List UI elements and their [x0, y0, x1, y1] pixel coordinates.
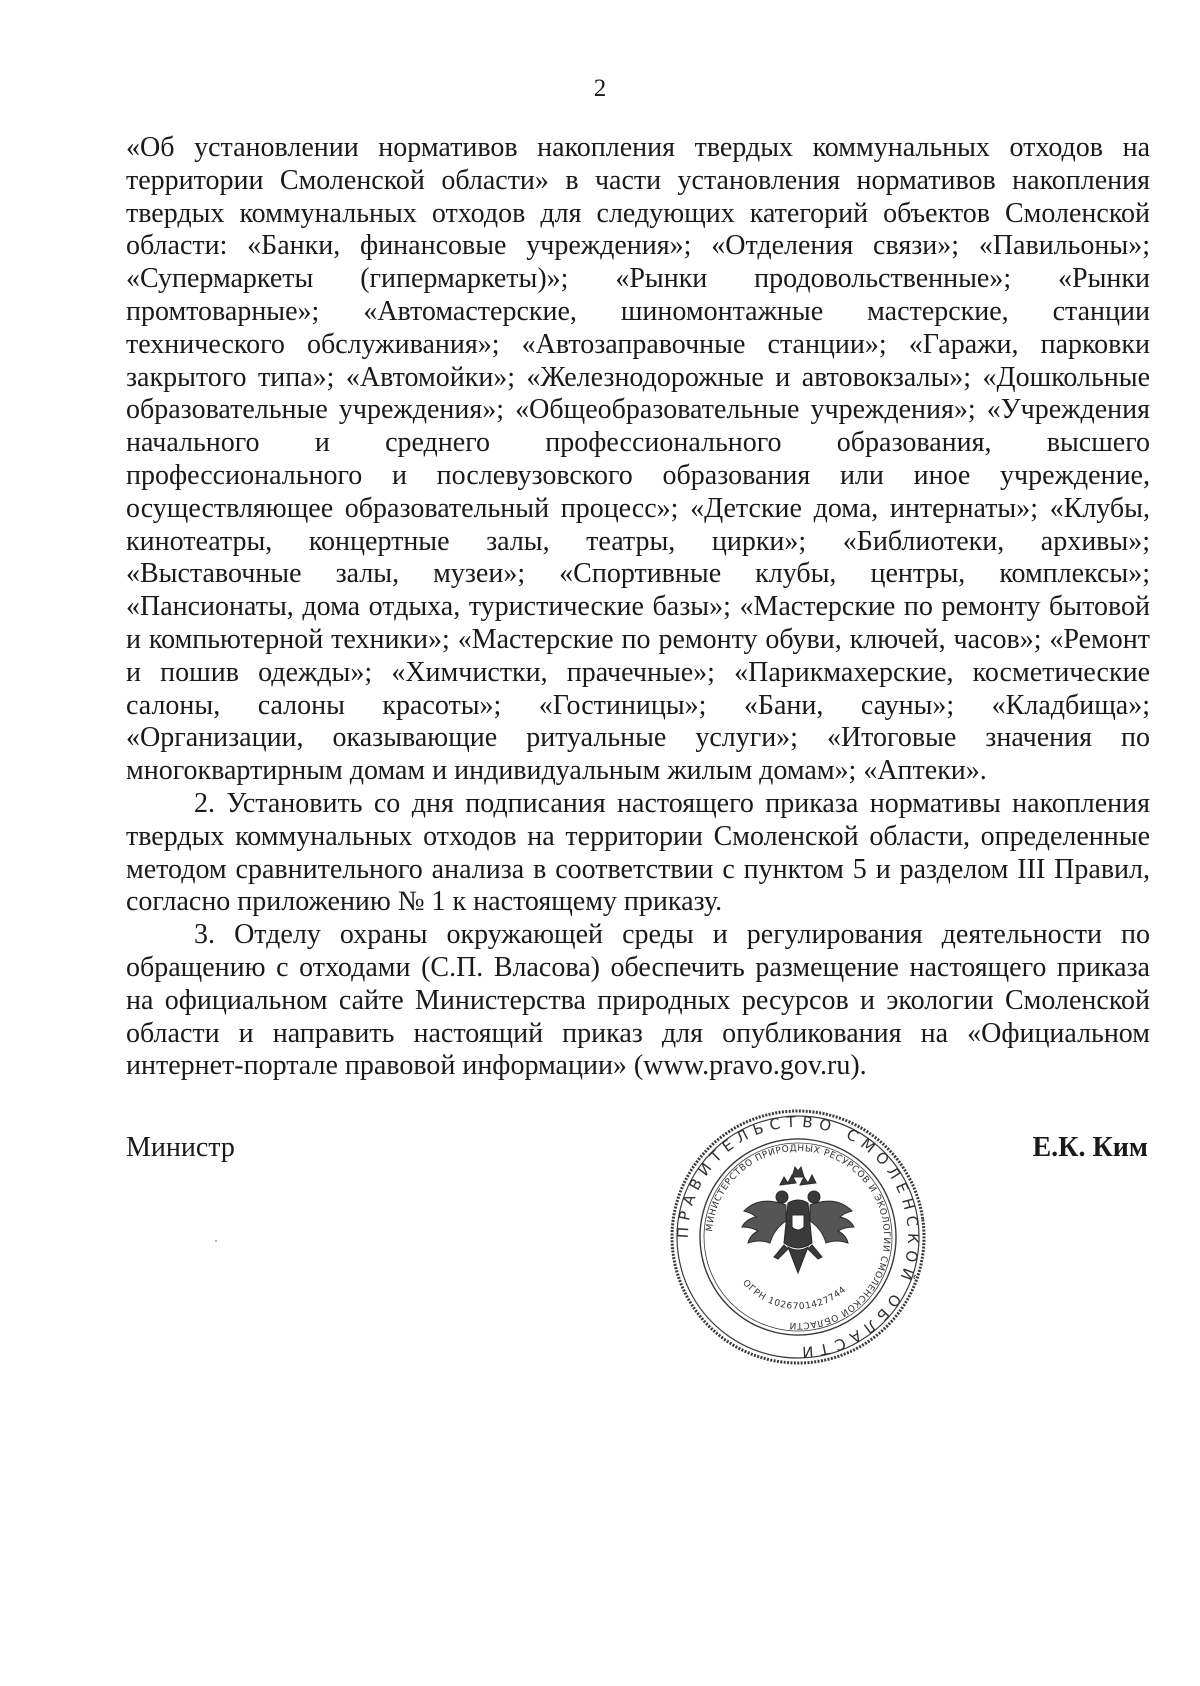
seal-number-text: ОГРН 1026701427744	[740, 1278, 849, 1313]
signer-position: Министр	[126, 1132, 235, 1163]
seal-outer-text: ПРАВИТЕЛЬСТВО СМОЛЕНСКОЙ ОБЛАСТИ	[673, 1112, 923, 1362]
document-body	[126, 132, 1150, 1083]
paragraph-2: 2. Установить со дня подписания настоящего приказа нормативы накопления твердых коммунальных отходов на территории Смоленской области, определенные методом сравнительного анализа в соответствии с пунктом 5 и разделом III Правил, согласно приложению № 1 к настоящему приказу.	[126, 787, 1150, 918]
seal-inner-text: МИНИСТЕРСТВО ПРИРОДНЫХ РЕСУРСОВ И ЭКОЛОГИИ СМОЛЕНСКОЙ ОБЛАСТИ	[705, 1143, 892, 1331]
paragraph-3: 3. Отделу охраны окружающей среды и регулирования деятельности по обращению с отходами (С.П. Власова) обеспечить размещение настоящего приказа на официальном сайте Министерства природных ресурсов и экологии Смоленской области и направить настоящий приказ для опубликования на «Официальном интернет-портале правовой информации» (www.pravo.gov.ru).	[126, 919, 1150, 1082]
signature-block	[126, 1131, 1148, 1171]
scan-speck	[215, 1240, 217, 1242]
double-headed-eagle-icon	[742, 1167, 854, 1273]
signer-name: Е.К. Ким	[1032, 1132, 1148, 1163]
seal-graphic	[668, 1107, 928, 1367]
svg-text:ОГРН 1026701427744	[740, 1278, 848, 1312]
official-seal	[668, 1107, 928, 1367]
page-number: 2	[593, 75, 607, 102]
paragraph-1: «Об установлении нормативов накопления твердых коммунальных отходов на территории Смоленской области» в части установления нормативов накопления твердых коммунальных отходов для следующих категорий объектов Смоленской области: «Банки, финансовые учреждения»; «Отделения связи»; «Павильоны»; «Супермаркеты (гипермаркеты)»; «Рынки продовольственные»; «Рынки промтоварные»; «Автомастерские, шиномонтажные мастерские, станции технического обслуживания»; «Автозаправочные станции»; «Гаражи, парковки закрытого типа»; «Автомойки»; «Железнодорожные и автовокзалы»; «Дошкольные образовательные учреждения»; «Общеобразовательные учреждения»; «Учреждения начального и среднего профессионального образования, высшего профессионального и послевузовского образования или иное учреждение, осуществляющее образовательный процесс»; «Детские дома, интернаты»; «Клубы, кинотеатры, концертные залы, театры, цирки»; «Библиотеки, архивы»; «Выставочные залы, музеи»; «Спортивные клубы, центры, комплексы»; «Пансионаты, дома отдыха, туристические базы»; «Мастерские по ремонту бытовой и компьютерной техники»; «Мастерские по ремонту обуви, ключей, часов»; «Ремонт и пошив одежды»; «Химчистки, прачечные»; «Парикмахерские, косметические салоны, салоны красоты»; «Гостиницы»; «Бани, сауны»; «Кладбища»; «Организации, оказывающие ритуальные услуги»; «Итоговые значения по многоквартирным домам и индивидуальным жилым домам»; «Аптеки».	[126, 132, 1150, 787]
